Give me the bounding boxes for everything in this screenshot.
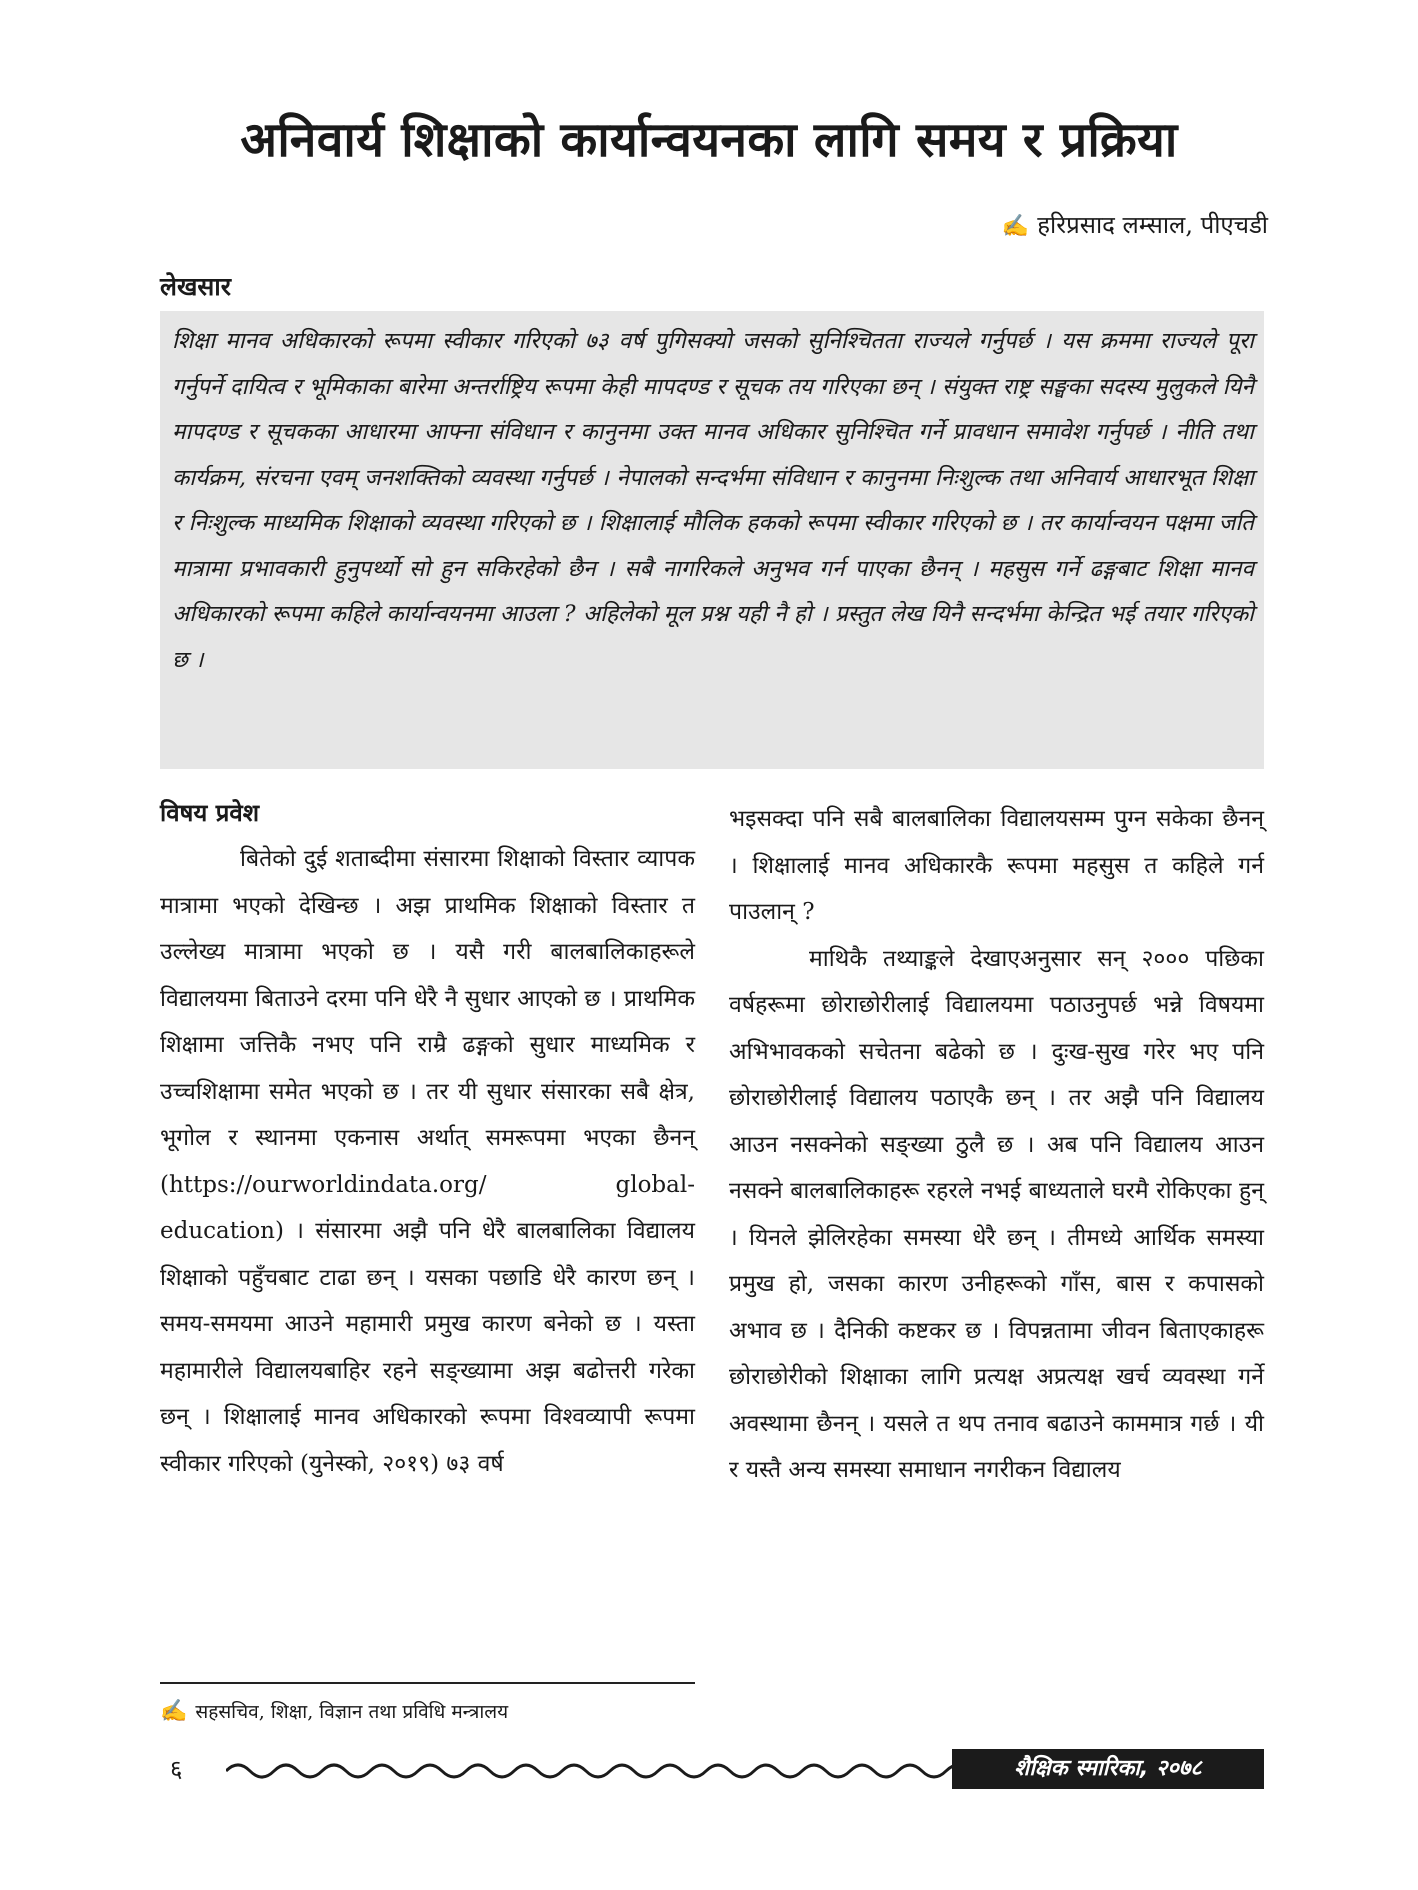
body-paragraph: बितेको दुई शताब्दीमा संसारमा शिक्षाको विस्तार व्यापक मात्रामा भएको देखिन्छ । अझ प्राथमिक शिक्षाको विस्तार त उल्लेख्य मात्रामा भएको छ । यसै गरी बालबालिकाहरूले विद्यालयमा बिताउने दरमा पनि धेरै नै सुधार आएको छ । प्राथमिक शिक्षामा जत्तिकै नभए पनि राम्रै ढङ्गको सुधार माध्यमिक र उच्चशिक्षामा समेत भएको छ । तर यी सुधार संसारका सबै क्षेत्र, भूगोल र स्थानमा एकनास अर्थात् समरूपमा भएका छैनन् (https://ourworldindata.org/ global-education) । संसारमा अझै पनि धेरै बालबालिका विद्यालय शिक्षाको पहुँचबाट टाढा छन् । यसका पछाडि धेरै कारण छन् । समय-समयमा आउने महामारी प्रमुख कारण बनेको छ । यस्ता महामारीले विद्यालयबाहिर रहने सङ्ख्यामा अझ बढोत्तरी गरेका छन् । शिक्षालाई मानव अधिकारको रूपमा विश्वव्यापी रूपमा स्वीकार गरिएको (युनेस्को, २०१९) ७३ वर्ष [160, 846, 695, 1477]
page-footer [160, 1749, 1264, 1789]
page-number: ६ [170, 1755, 183, 1783]
footnote [160, 1698, 508, 1726]
left-column [160, 796, 695, 1487]
footnote-divider [160, 1682, 695, 1684]
author-name: हरिप्रसाद लम्साल, पीएचडी [1037, 211, 1268, 239]
writing-hand-icon: ✍ [1001, 214, 1030, 239]
article-title: अनिवार्य शिक्षाको कार्यान्वयनका लागि समय र प्रक्रिया [240, 112, 1178, 168]
writing-hand-icon: ✍ [160, 1699, 188, 1724]
body-paragraph: भइसक्दा पनि सबै बालबालिका विद्यालयसम्म पुग्न सकेका छैनन् । शिक्षालाई मानव अधिकारकै रूपमा महसुस त कहिले गर्न पाउलान् ? [729, 806, 1264, 925]
abstract-heading: लेखसार [160, 272, 232, 301]
journal-name-badge: शैक्षिक स्मारिका, २०७८ [952, 1749, 1264, 1789]
footnote-text: सहसचिव, शिक्षा, विज्ञान तथा प्रविधि मन्त्रालय [195, 1701, 509, 1723]
abstract-text: शिक्षा मानव अधिकारको रूपमा स्वीकार गरिएको ७३ वर्ष पुगिसक्यो जसको सुनिश्चितता राज्यले गर्नुपर्छ । यस क्रममा राज्यले पूरा गर्नुपर्ने दायित्व र भूमिकाका बारेमा अन्तर्राष्ट्रिय रूपमा केही मापदण्ड र सूचक तय गरिएका छन् । संयुक्त राष्ट्र सङ्घका सदस्य मुलुकले यिनै मापदण्ड र सूचकका आधारमा आफ्ना संविधान र कानुनमा उक्त मानव अधिकार सुनिश्चित गर्ने प्रावधान समावेश गर्नुपर्छ । नीति तथा कार्यक्रम, संरचना एवम् जनशक्तिको व्यवस्था गर्नुपर्छ । नेपालको सन्दर्भमा संविधान र कानुनमा निःशुल्क तथा अनिवार्य आधारभूत शिक्षा र निःशुल्क माध्यमिक शिक्षाको व्यवस्था गरिएको छ । शिक्षालाई मौलिक हकको रूपमा स्वीकार गरिएको छ । तर कार्यान्वयन पक्षमा जति मात्रामा प्रभावकारी हुनुपर्थ्यो सो हुन सकिरहेको छैन । सबै नागरिकले अनुभव गर्न पाएका छैनन् । महसुस गर्ने ढङ्गबाट शिक्षा मानव अधिकारको रूपमा कहिले कार्यान्वयनमा आउला ? अहिलेको मूल प्रश्न यही नै हो । प्रस्तुत लेख यिनै सन्दर्भमा केन्द्रित भई तयार गरिएको छ । [160, 311, 1264, 769]
right-column [729, 796, 1264, 1494]
section-heading: विषय प्रवेश [160, 799, 260, 827]
body-paragraph: माथिकै तथ्याङ्कले देखाएअनुसार सन् २००० पछिका वर्षहरूमा छोराछोरीलाई विद्यालयमा पठाउनुपर्छ भन्ने विषयमा अभिभावकको सचेतना बढेको छ । दुःख-सुख गरेर भए पनि छोराछोरीलाई विद्यालय पठाएकै छन् । तर अझै पनि विद्यालय आउन नसक्नेको सङ्ख्या ठुलै छ । अब पनि विद्यालय आउन नसक्ने बालबालिकाहरू रहरले नभई बाध्यताले घरमै रोकिएका हुन् । यिनले झेलिरहेका समस्या धेरै छन् । तीमध्ये आर्थिक समस्या प्रमुख हो, जसका कारण उनीहरूको गाँस, बास र कपासको अभाव छ । दैनिकी कष्टकर छ । विपन्नतामा जीवन बिताएकाहरू छोराछोरीको शिक्षाका लागि प्रत्यक्ष अप्रत्यक्ष खर्च व्यवस्था गर्ने अवस्थामा छैनन् । यसले त थप तनाव बढाउने काममात्र गर्छ । यी र यस्तै अन्य समस्या समाधान नगरीकन विद्यालय [729, 945, 1264, 1483]
author-line [1002, 208, 1268, 244]
